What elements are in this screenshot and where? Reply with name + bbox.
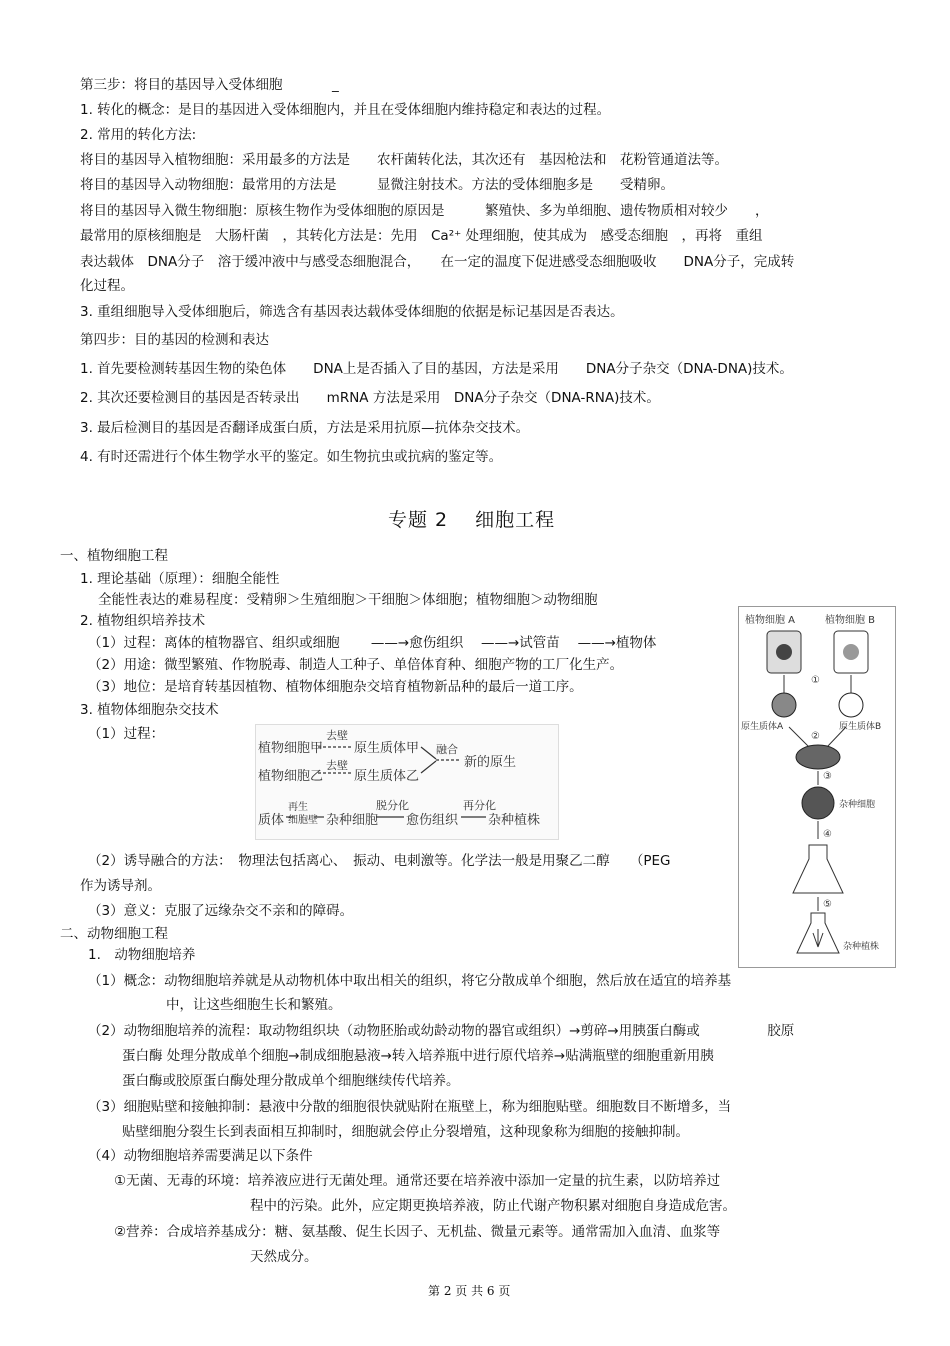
somatic-hybrid-diagram	[738, 606, 896, 968]
animal-l9: （4）动物细胞培养需要满足以下条件	[88, 1148, 313, 1164]
section3-line7: 表达载体 DNA分子 溶于缓冲液中与感受态细胞混合， 在一定的温度下促进感受态细胞吸收 DNA分子，完成转	[80, 254, 795, 270]
animal-l4: （2）动物细胞培养的流程：取动物组织块（动物胚胎或幼龄动物的器官或组织）→剪碎→用胰蛋白酶或 胶原	[88, 1023, 795, 1039]
blank-mark: _	[332, 77, 339, 93]
plant-l9: （2）诱导融合的方法： 物理法包括离心、 振动、电刺激等。化学法一般是用聚乙二醇 （PEG	[88, 853, 671, 869]
flow-proto-b: 原生质体乙	[354, 769, 420, 784]
diagram-step1: ①	[811, 675, 820, 686]
diagram-step3: ③	[823, 771, 832, 782]
animal-l2: （1）概念：动物细胞培养就是从动物机体中取出相关的组织，将它分散成单个细胞，然后放在适宜的培养基	[88, 973, 732, 989]
diagram-cell-a: 植物细胞 A	[745, 615, 796, 626]
diagram-step5: ⑤	[823, 899, 832, 910]
flow-proto-a: 原生质体甲	[354, 741, 420, 756]
page-footer: 第 2 页 共 6 页	[428, 1284, 511, 1298]
flow-cell-b: 植物细胞乙	[258, 769, 324, 784]
flow-protoplast: 质体	[258, 813, 285, 828]
section4-heading: 第四步：目的基因的检测和表达	[80, 332, 269, 348]
plant-l7: 3. 植物体细胞杂交技术	[80, 702, 219, 718]
section4-line4: 4. 有时还需进行个体生物学水平的鉴定。如生物抗虫或抗病的鉴定等。	[80, 449, 503, 465]
diagram-proto-a: 原生质体A	[741, 722, 784, 732]
diagram-hybrid-cell: 杂种细胞	[839, 800, 876, 810]
animal-l6: 蛋白酶或胶原蛋白酶处理分散成单个细胞继续传代培养。	[122, 1073, 460, 1089]
diagram-proto-b: 原生质体B	[839, 722, 882, 732]
flow-rediff: 再分化	[463, 799, 496, 812]
flow-dediff: 脱分化	[376, 799, 409, 812]
diagram-step4: ④	[823, 829, 832, 840]
animal-l11: 程中的污染。此外，应定期更换培养液，防止代谢产物积累对细胞自身造成危害。	[250, 1198, 736, 1214]
section3-line6: 最常用的原核细胞是 大肠杆菌 ，其转化方法是：先用 Ca²⁺ 处理细胞，使其成为 感受态细胞 ，再将 重组	[80, 228, 763, 244]
section3-line1: 1. 转化的概念：是目的基因进入受体细胞内，并且在受体细胞内维持稳定和表达的过程。	[80, 102, 611, 118]
plant-l8: （1）过程：	[88, 726, 165, 742]
section4-line3: 3. 最后检测目的基因是否翻译成蛋白质，方法是采用抗原—抗体杂交技术。	[80, 420, 530, 436]
animal-l8: 贴壁细胞分裂生长到表面相互抑制时，细胞就会停止分裂增殖，这种现象称为细胞的接触抑制。	[122, 1124, 689, 1140]
plant-l6: （3）地位：是培育转基因植物、植物体细胞杂交培育植物新品种的最后一道工序。	[88, 679, 583, 695]
plant-l1: 1. 理论基础（原理）：细胞全能性	[80, 571, 280, 587]
animal-l7: （3）细胞贴壁和接触抑制：悬液中分散的细胞很快就贴附在瓶壁上，称为细胞贴壁。细胞数目不断增多，当	[88, 1099, 732, 1115]
flow-callus: 愈伤组织	[406, 813, 459, 828]
section3-line2: 2. 常用的转化方法:	[80, 127, 197, 143]
section3-heading: 第三步：将目的基因导入受体细胞	[80, 77, 283, 93]
flow-cell-a: 植物细胞甲	[258, 741, 324, 756]
flow-fuse: 融合	[436, 743, 458, 756]
section4-line1: 1. 首先要检测转基因生物的染色体 DNA上是否插入了目的基因，方法是采用 DNA分子杂交（DNA-DNA)技术。	[80, 361, 793, 377]
section3-line3: 将目的基因导入植物细胞：采用最多的方法是 农杆菌转化法，其次还有 基因枪法和 花粉管通道法等。	[80, 152, 728, 168]
section3-line9: 3. 重组细胞导入受体细胞后，筛选含有基因表达载体受体细胞的依据是标记基因是否表达。	[80, 304, 624, 320]
fusion-flow-diagram	[255, 724, 559, 840]
animal-l1: 1. 动物细胞培养	[88, 947, 196, 963]
plant-l5: （2）用途：微型繁殖、作物脱毒、制造人工种子、单倍体育种、细胞产物的工厂化生产。	[88, 657, 624, 673]
diagram-step2: ②	[811, 731, 820, 742]
flow-hybrid-plant: 杂种植株	[488, 813, 541, 828]
animal-l5: 蛋白酶 处理分散成单个细胞→制成细胞悬液→转入培养瓶中进行原代培养→贴满瓶壁的细胞重新用胰	[122, 1048, 714, 1064]
flow-q1: 去壁	[326, 729, 348, 742]
animal-l10: ①无菌、无毒的环境：培养液应进行无菌处理。通常还要在培养液中添加一定量的抗生素，以防培养过	[114, 1173, 721, 1189]
animal-l13: 天然成分。	[250, 1249, 318, 1265]
plant-l2: 全能性表达的难易程度：受精卵＞生殖细胞＞干细胞＞体细胞；植物细胞＞动物细胞	[98, 592, 598, 608]
plant-heading: 一、植物细胞工程	[60, 548, 168, 564]
section3-line5: 将目的基因导入微生物细胞：原核生物作为受体细胞的原因是 繁殖快、多为单细胞、遗传物质相对较少 ，	[80, 203, 769, 219]
flow-q2: 去壁	[326, 759, 348, 772]
animal-heading: 二、动物细胞工程	[60, 926, 168, 942]
animal-l12: ②营养：合成培养基成分：糖、氨基酸、促生长因子、无机盐、微量元素等。通常需加入血清、血浆等	[114, 1224, 721, 1240]
section3-line4: 将目的基因导入动物细胞：最常用的方法是 显微注射技术。方法的受体细胞多是 受精卵。	[80, 177, 674, 193]
plant-l4: （1）过程：离体的植物器官、组织或细胞 ——→愈伤组织 ——→试管苗 ——→植物体	[88, 635, 657, 651]
topic-title: 专题 2 细胞工程	[388, 509, 556, 531]
section4-line2: 2. 其次还要检测目的基因是否转录出 mRNA 方法是采用 DNA分子杂交（DNA-RNA)技术。	[80, 390, 660, 406]
animal-l3: 中，让这些细胞生长和繁殖。	[166, 997, 342, 1013]
diagram-hybrid-plant: 杂种植株	[843, 942, 880, 952]
plant-l11: （3）意义：克服了远缘杂交不亲和的障碍。	[88, 903, 354, 919]
diagram-drawing	[739, 607, 895, 967]
flow-new-proto: 新的原生	[464, 755, 517, 770]
plant-l10: 作为诱导剂。	[80, 878, 161, 894]
plant-l3: 2. 植物组织培养技术	[80, 613, 206, 629]
section3-line8: 化过程。	[80, 278, 134, 294]
diagram-cell-b: 植物细胞 B	[825, 615, 876, 626]
flow-regen: 再生 细胞壁	[288, 802, 318, 826]
flow-hybrid-cell: 杂种细胞	[326, 813, 379, 828]
